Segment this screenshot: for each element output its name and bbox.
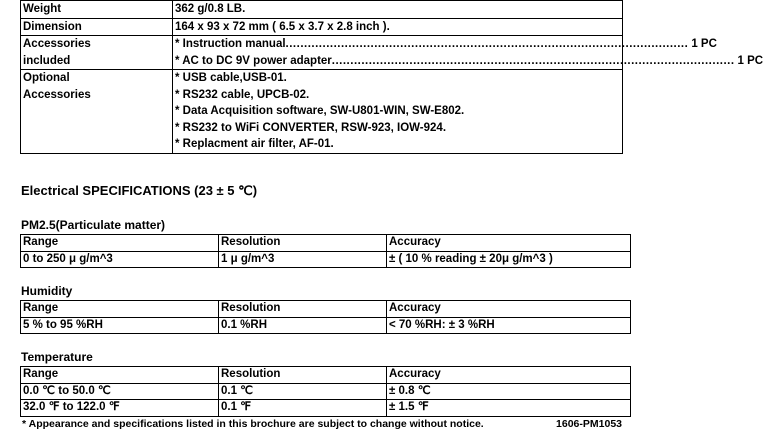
table-cell: ± ( 10 % reading ± 20μ g/m^3 ) bbox=[387, 251, 631, 268]
accessory-item: * Instruction manual ............................................................................................................. 1 PC bbox=[175, 36, 577, 53]
table-cell: ± 1.5 ℉ bbox=[387, 400, 631, 417]
column-header: Resolution bbox=[219, 301, 387, 318]
optional-item: * USB cable,USB-01. bbox=[175, 72, 287, 84]
document-code: 1606-PM1053 bbox=[556, 418, 622, 430]
table-header-row bbox=[21, 301, 631, 318]
spec-label: included bbox=[23, 54, 71, 67]
table-cell: ± 0.8 ℃ bbox=[387, 383, 631, 400]
spec-value: 164 x 93 x 72 mm ( 6.5 x 3.7 x 2.8 inch ). bbox=[175, 20, 390, 33]
table-cell: 0.0 ℃ to 50.0 ℃ bbox=[21, 383, 219, 400]
accessory-qty: 1 PC bbox=[737, 54, 763, 67]
optional-item: * Data Acquisition software, SW-U801-WIN, SW-E802. bbox=[175, 105, 465, 117]
table-row bbox=[21, 383, 631, 400]
accessory-qty: 1 PC bbox=[691, 38, 717, 50]
column-header: Range bbox=[21, 235, 219, 252]
humidity-table bbox=[20, 300, 631, 334]
table-cell: 0.1 ℉ bbox=[219, 400, 387, 417]
section-title-pm25: PM2.5(Particulate matter) bbox=[21, 218, 166, 232]
spec-row-optional-accessories bbox=[21, 70, 623, 154]
column-header: Resolution bbox=[219, 235, 387, 252]
table-cell: 1 μ g/m^3 bbox=[219, 251, 387, 268]
table-header-row bbox=[21, 367, 631, 384]
column-header: Accuracy bbox=[387, 235, 631, 252]
spec-row-accessories-included bbox=[21, 36, 623, 70]
table-row bbox=[21, 317, 631, 334]
spec-label: Accessories bbox=[23, 38, 91, 50]
spec-value: 362 g/0.8 LB. bbox=[175, 3, 246, 15]
table-cell: < 70 %RH: ± 3 %RH bbox=[387, 317, 631, 334]
section-title-temperature: Temperature bbox=[21, 350, 93, 364]
spec-label: Weight bbox=[23, 3, 62, 15]
spec-label: Accessories bbox=[23, 88, 91, 101]
spec-label: Dimension bbox=[23, 20, 82, 33]
leader-dots: ............................................................................................................. bbox=[285, 38, 689, 50]
accessory-item: * AC to DC 9V power adapter ............................................................................................................. 1 PC bbox=[175, 53, 577, 70]
table-row bbox=[21, 400, 631, 417]
section-title-humidity: Humidity bbox=[21, 284, 73, 298]
general-spec-table bbox=[20, 0, 763, 154]
spec-label: Optional bbox=[23, 72, 70, 84]
optional-item: * Replacment air filter, AF-01. bbox=[175, 138, 334, 150]
spec-row-weight bbox=[21, 1, 623, 19]
table-cell: 0.1 ℃ bbox=[219, 383, 387, 400]
column-header: Resolution bbox=[219, 367, 387, 384]
table-cell: 32.0 ℉ to 122.0 ℉ bbox=[21, 400, 219, 417]
table-cell: 0 to 250 μ g/m^3 bbox=[21, 251, 219, 268]
temperature-table bbox=[20, 366, 631, 417]
table-cell: 5 % to 95 %RH bbox=[21, 317, 219, 334]
column-header: Accuracy bbox=[387, 367, 631, 384]
optional-item: * RS232 cable, UPCB-02. bbox=[175, 88, 310, 101]
optional-item: * RS232 to WiFi CONVERTER, RSW-923, IOW-924. bbox=[175, 121, 447, 134]
pm25-table bbox=[20, 234, 631, 268]
table-row bbox=[21, 251, 631, 268]
table-header-row bbox=[21, 235, 631, 252]
electrical-spec-heading: Electrical SPECIFICATIONS (23 ± 5 ℃) bbox=[21, 183, 258, 198]
footer bbox=[22, 418, 622, 430]
footer-note: * Appearance and specifications listed in this brochure are subject to change without notice. bbox=[22, 418, 484, 430]
spec-row-dimension bbox=[21, 18, 623, 36]
column-header: Accuracy bbox=[387, 301, 631, 318]
column-header: Range bbox=[21, 301, 219, 318]
leader-dots: ............................................................................................................. bbox=[331, 54, 735, 67]
column-header: Range bbox=[21, 367, 219, 384]
table-cell: 0.1 %RH bbox=[219, 317, 387, 334]
